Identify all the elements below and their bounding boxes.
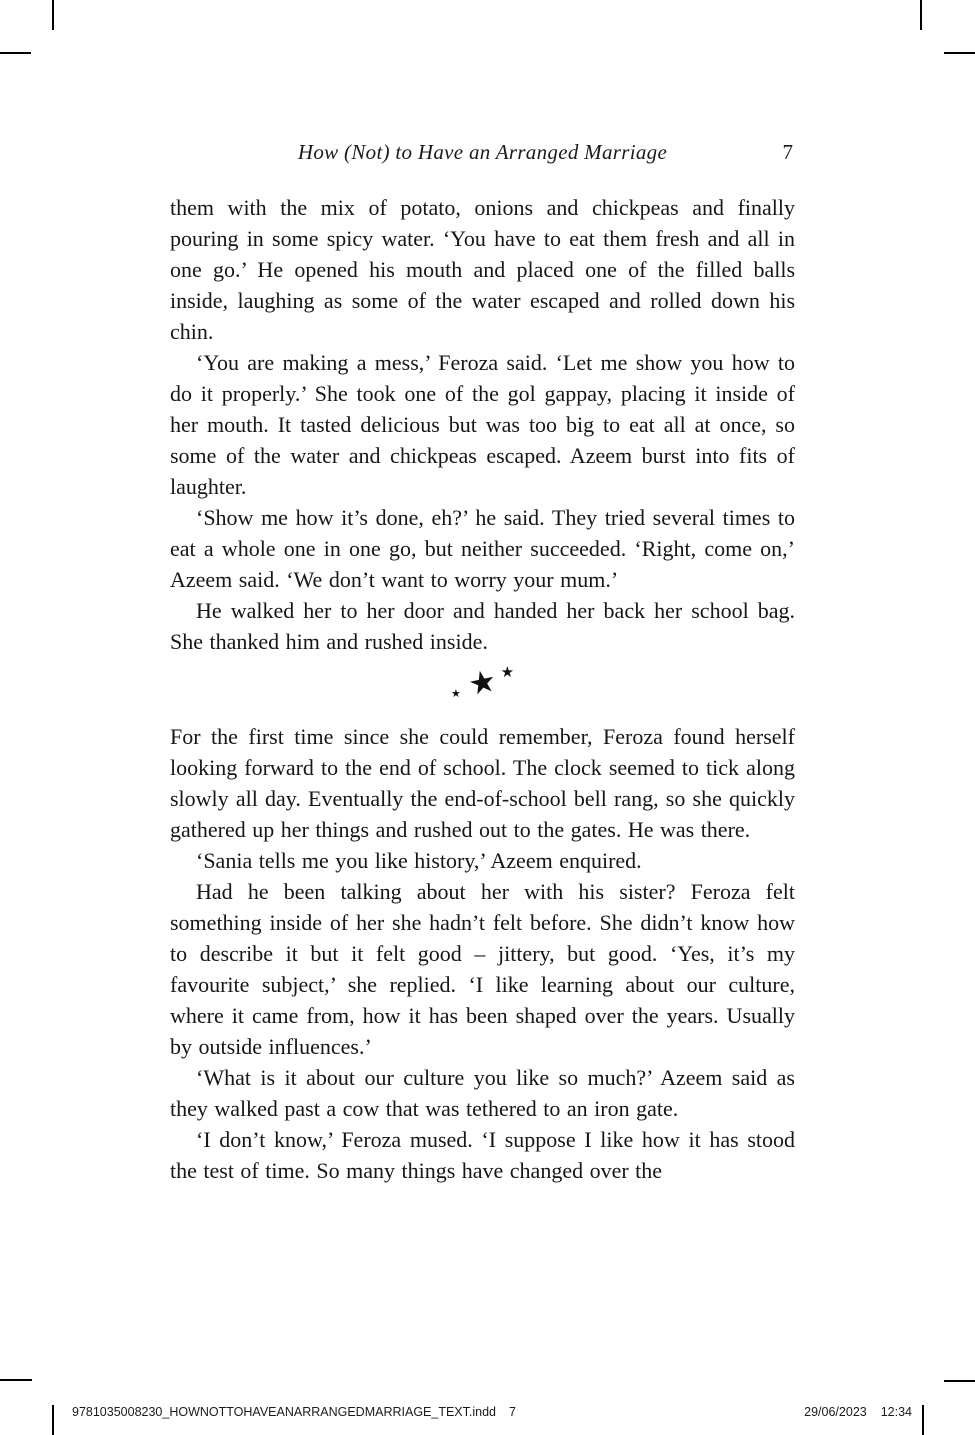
proof-slug xyxy=(72,1405,912,1419)
slug-time: 12:34 xyxy=(880,1405,912,1419)
slug-file-info xyxy=(72,1405,516,1419)
crop-mark-top-right-horizontal xyxy=(944,52,975,54)
paragraph: He walked her to her door and handed her back her school bag. She thanked him and rushed inside. xyxy=(170,598,795,654)
slug-datetime xyxy=(804,1405,912,1419)
star-icon: ★ xyxy=(500,665,515,681)
paragraph: For the first time since she could remember, Feroza found herself looking forward to the end of school. The clock seemed to tick along slowly all day. Eventually the end-of-school bell rang, so she quickly gathered up her things and rushed out to the gates. He was there. xyxy=(170,724,795,842)
crop-mark-top-left-horizontal xyxy=(0,52,31,54)
crop-mark-bottom-left-vertical xyxy=(52,1405,54,1435)
star-icon: ★ xyxy=(464,662,500,703)
paragraph: them with the mix of potato, onions and chickpeas and finally pouring in some spicy water. ‘You have to eat them fresh and all in one go.’ He opened his mouth and placed one of the filled balls inside, laughing as some of the water escaped and rolled down his chin. xyxy=(170,195,795,344)
slug-date: 29/06/2023 xyxy=(804,1405,867,1419)
crop-mark-bottom-right-horizontal xyxy=(944,1380,975,1382)
running-head xyxy=(170,140,795,168)
scene-break-ornament xyxy=(170,657,795,721)
paragraph: ‘I don’t know,’ Feroza mused. ‘I suppose I like how it has stood the test of time. So many things have changed over the xyxy=(170,1127,795,1183)
paragraph: ‘Show me how it’s done, eh?’ he said. They tried several times to eat a whole one in one go, but neither succeeded. ‘Right, come on,’ Azeem said. ‘We don’t want to worry your mum.’ xyxy=(170,505,795,592)
crop-mark-bottom-right-vertical xyxy=(922,1405,924,1435)
paragraph: ‘What is it about our culture you like so much?’ Azeem said as they walked past a cow that was tethered to an iron gate. xyxy=(170,1065,795,1121)
star-icon: ★ xyxy=(450,688,461,700)
paragraph: ‘Sania tells me you like history,’ Azeem enquired. xyxy=(196,848,642,873)
slug-filename: 9781035008230_HOWNOTTOHAVEANARRANGEDMARRIAGE_TEXT.indd xyxy=(72,1405,497,1419)
running-title: How (Not) to Have an Arranged Marriage xyxy=(297,140,668,164)
crop-mark-top-left-vertical xyxy=(52,0,54,30)
crop-mark-top-right-vertical xyxy=(920,0,922,30)
slug-page-number: 7 xyxy=(509,1405,516,1419)
paragraph: Had he been talking about her with his sister? Feroza felt something inside of her she hadn’t felt before. She didn’t know how to describe it but it felt good – jittery, but good. ‘Yes, it’s my favourite subject,’ she replied. ‘I like learning about our culture, where it came from, how it has been shaped over the years. Usually by outside influences.’ xyxy=(170,879,795,1059)
page-number: 7 xyxy=(782,140,793,164)
paragraph: ‘You are making a mess,’ Feroza said. ‘Let me show you how to do it properly.’ She took one of the gol gappay, placing it inside of her mouth. It tasted delicious but was too big to eat all at once, so some of the water and chickpeas escaped. Azeem burst into fits of laughter. xyxy=(170,350,795,499)
crop-mark-bottom-left-horizontal xyxy=(0,1379,32,1381)
body-text xyxy=(170,192,795,1186)
